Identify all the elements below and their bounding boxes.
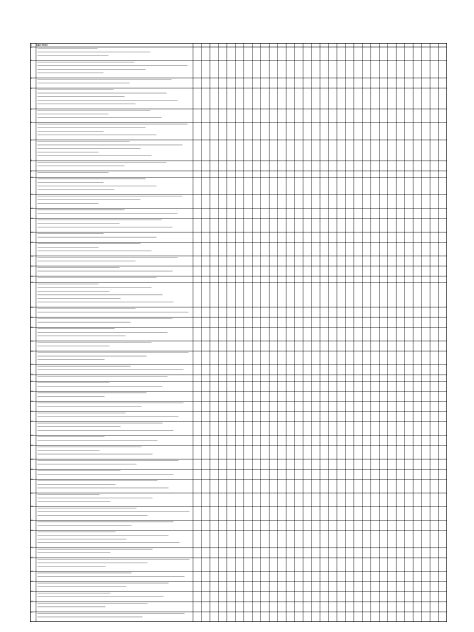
- row-number: 46: [31, 602, 33, 604]
- row-number: 7: [31, 140, 32, 142]
- row-number: 5: [31, 109, 32, 111]
- row-number: 29: [31, 402, 33, 404]
- row-number: 19: [31, 283, 33, 285]
- row-number: 8: [31, 161, 32, 163]
- row-number: 34: [31, 459, 33, 461]
- row-number: 28: [31, 392, 33, 394]
- row-number: 3: [31, 78, 32, 80]
- row-number: 44: [31, 582, 33, 584]
- row-number: 41: [31, 548, 33, 550]
- spreadsheet-page: [30, 43, 447, 622]
- row-number: 42: [31, 558, 33, 560]
- row-number: 40: [31, 531, 33, 533]
- row-number: 27: [31, 381, 33, 383]
- row-number: 30: [31, 412, 33, 414]
- row-number: 10: [31, 178, 33, 180]
- row-number: 24: [31, 351, 33, 353]
- row-number: 4: [31, 88, 32, 90]
- header-code: I: [31, 43, 32, 47]
- row-number: 26: [31, 375, 33, 377]
- row-number: 13: [31, 219, 33, 221]
- row-number: 35: [31, 469, 33, 471]
- row-number: 25: [31, 365, 33, 367]
- row-number: 38: [31, 507, 33, 509]
- row-number: 23: [31, 341, 33, 343]
- row-number: 33: [31, 446, 33, 448]
- row-number: 21: [31, 317, 33, 319]
- header-title: SECTION: [36, 43, 48, 47]
- row-number: 12: [31, 209, 33, 210]
- row-number: 14: [31, 232, 33, 234]
- table-grid: [30, 43, 447, 622]
- row-number: 2: [31, 61, 32, 63]
- row-number: 15: [31, 242, 33, 244]
- row-number: 11: [31, 195, 33, 197]
- row-number: 1: [31, 47, 32, 49]
- row-number: 31: [31, 422, 33, 424]
- row-number: 36: [31, 479, 33, 481]
- row-number: 20: [31, 307, 33, 309]
- row-number: 47: [31, 612, 33, 614]
- row-number: 9: [31, 171, 32, 173]
- header-row: [30, 43, 447, 47]
- row-number: 17: [31, 266, 33, 268]
- row-number: 6: [31, 123, 32, 125]
- row-number: 45: [31, 592, 33, 594]
- row-number: 18: [31, 276, 33, 278]
- row-number: 43: [31, 572, 33, 574]
- row-number: 22: [31, 327, 33, 329]
- row-number: 37: [31, 493, 33, 495]
- row-number: 32: [31, 435, 33, 437]
- row-number: 39: [31, 521, 33, 522]
- row-number: 16: [31, 256, 33, 258]
